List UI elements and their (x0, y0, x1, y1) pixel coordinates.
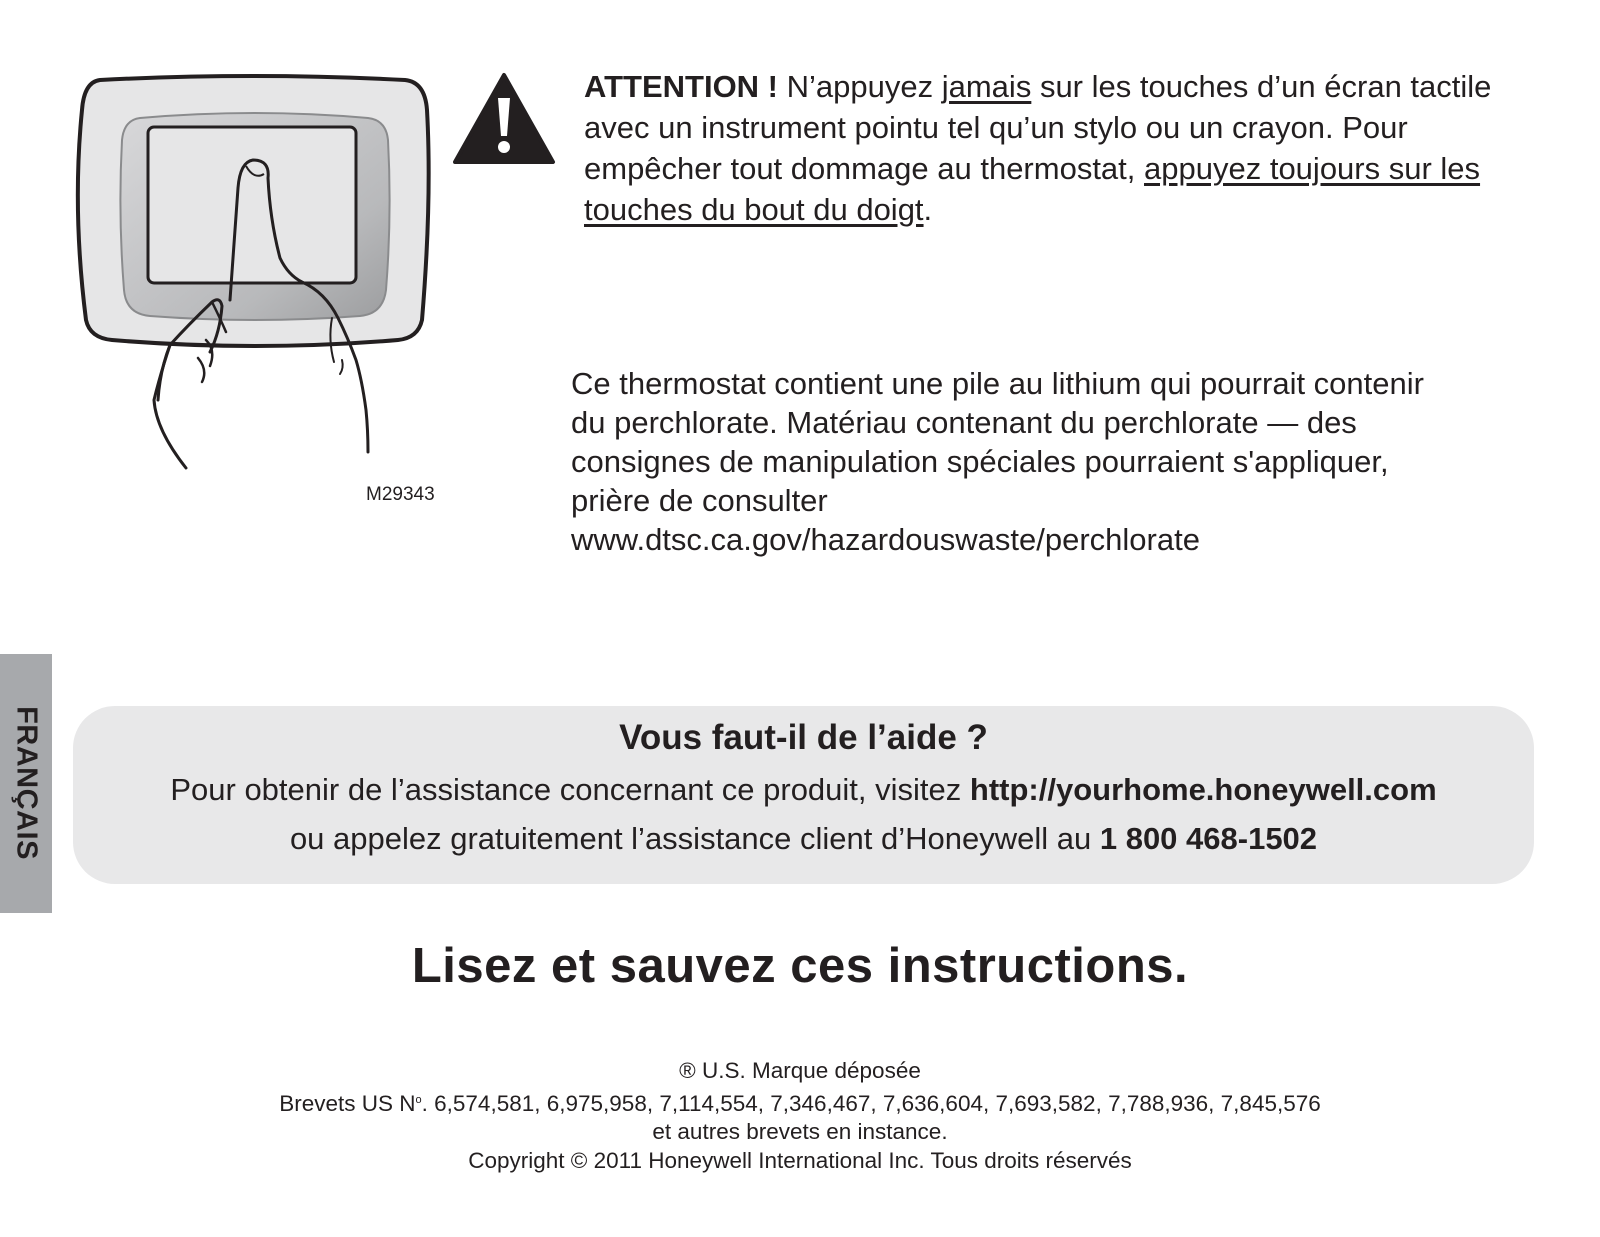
help-website-text: Pour obtenir de l’assistance concernant ce produit, visitez (170, 772, 970, 807)
save-instructions-heading: Lisez et sauvez ces instructions. (411, 939, 1189, 993)
patents-sup: o (415, 1093, 422, 1106)
warning-emphasis-always: appuyez toujours sur les touches du bout du doigt (584, 151, 1481, 227)
language-tab-label: FRANÇAIS (10, 706, 43, 860)
perchlorate-url: www.dtsc.ca.gov/hazardouswaste/perchlorate (571, 522, 1200, 557)
patents-pending: et autres brevets en instance. (652, 1119, 948, 1144)
help-box (73, 706, 1534, 884)
thermostat-touch-illustration (70, 70, 440, 490)
patents-prefix: Brevets US N (279, 1090, 416, 1116)
help-phone-text: ou appelez gratuitement l’assistance client d’Honeywell au (289, 821, 1100, 856)
model-code: M29343 (366, 484, 435, 505)
warning-triangle-icon (452, 72, 556, 166)
perchlorate-line: du perchlorate. Matériau contenant du perchlorate — des (571, 405, 1357, 440)
help-url-link[interactable]: http://yourhome.honeywell.com (969, 772, 1437, 807)
patents-numbers: . 6,574,581, 6,975,958, 7,114,554, 7,346,467, 7,636,604, 7,693,582, 7,788,936, 7,845,576 (421, 1090, 1321, 1116)
attention-label: ATTENTION ! (584, 69, 779, 104)
warning-text-1: N’appuyez (778, 69, 942, 104)
perchlorate-notice (571, 364, 1551, 559)
help-title: Vous faut-il de l’aide ? (619, 718, 988, 757)
patents-line (0, 1086, 1600, 1119)
copyright-line: Copyright © 2011 Honeywell International Inc. Tous droits réservés (468, 1147, 1132, 1173)
perchlorate-line: consignes de manipulation spéciales pourraient s'appliquer, (571, 444, 1389, 479)
trademark-note: ® U.S. Marque déposée (679, 1058, 921, 1083)
help-phone-line (73, 821, 1534, 857)
perchlorate-line: prière de consulter (571, 483, 828, 518)
warning-text-2: sur les touches d’un écran tactile avec un instrument pointu tel qu’un stylo ou un crayon. Pour empêcher tout dommage au thermostat, (584, 69, 1492, 186)
attention-warning-text (584, 66, 1544, 230)
warning-emphasis-never: jamais (941, 69, 1032, 104)
perchlorate-line: Ce thermostat contient une pile au lithium qui pourrait contenir (571, 366, 1424, 401)
help-website-line (73, 772, 1534, 808)
help-phone-number: 1 800 468-1502 (1099, 821, 1318, 856)
legal-footer (0, 1057, 1600, 1175)
warning-text-3: . (923, 192, 933, 227)
language-tab (0, 654, 52, 913)
